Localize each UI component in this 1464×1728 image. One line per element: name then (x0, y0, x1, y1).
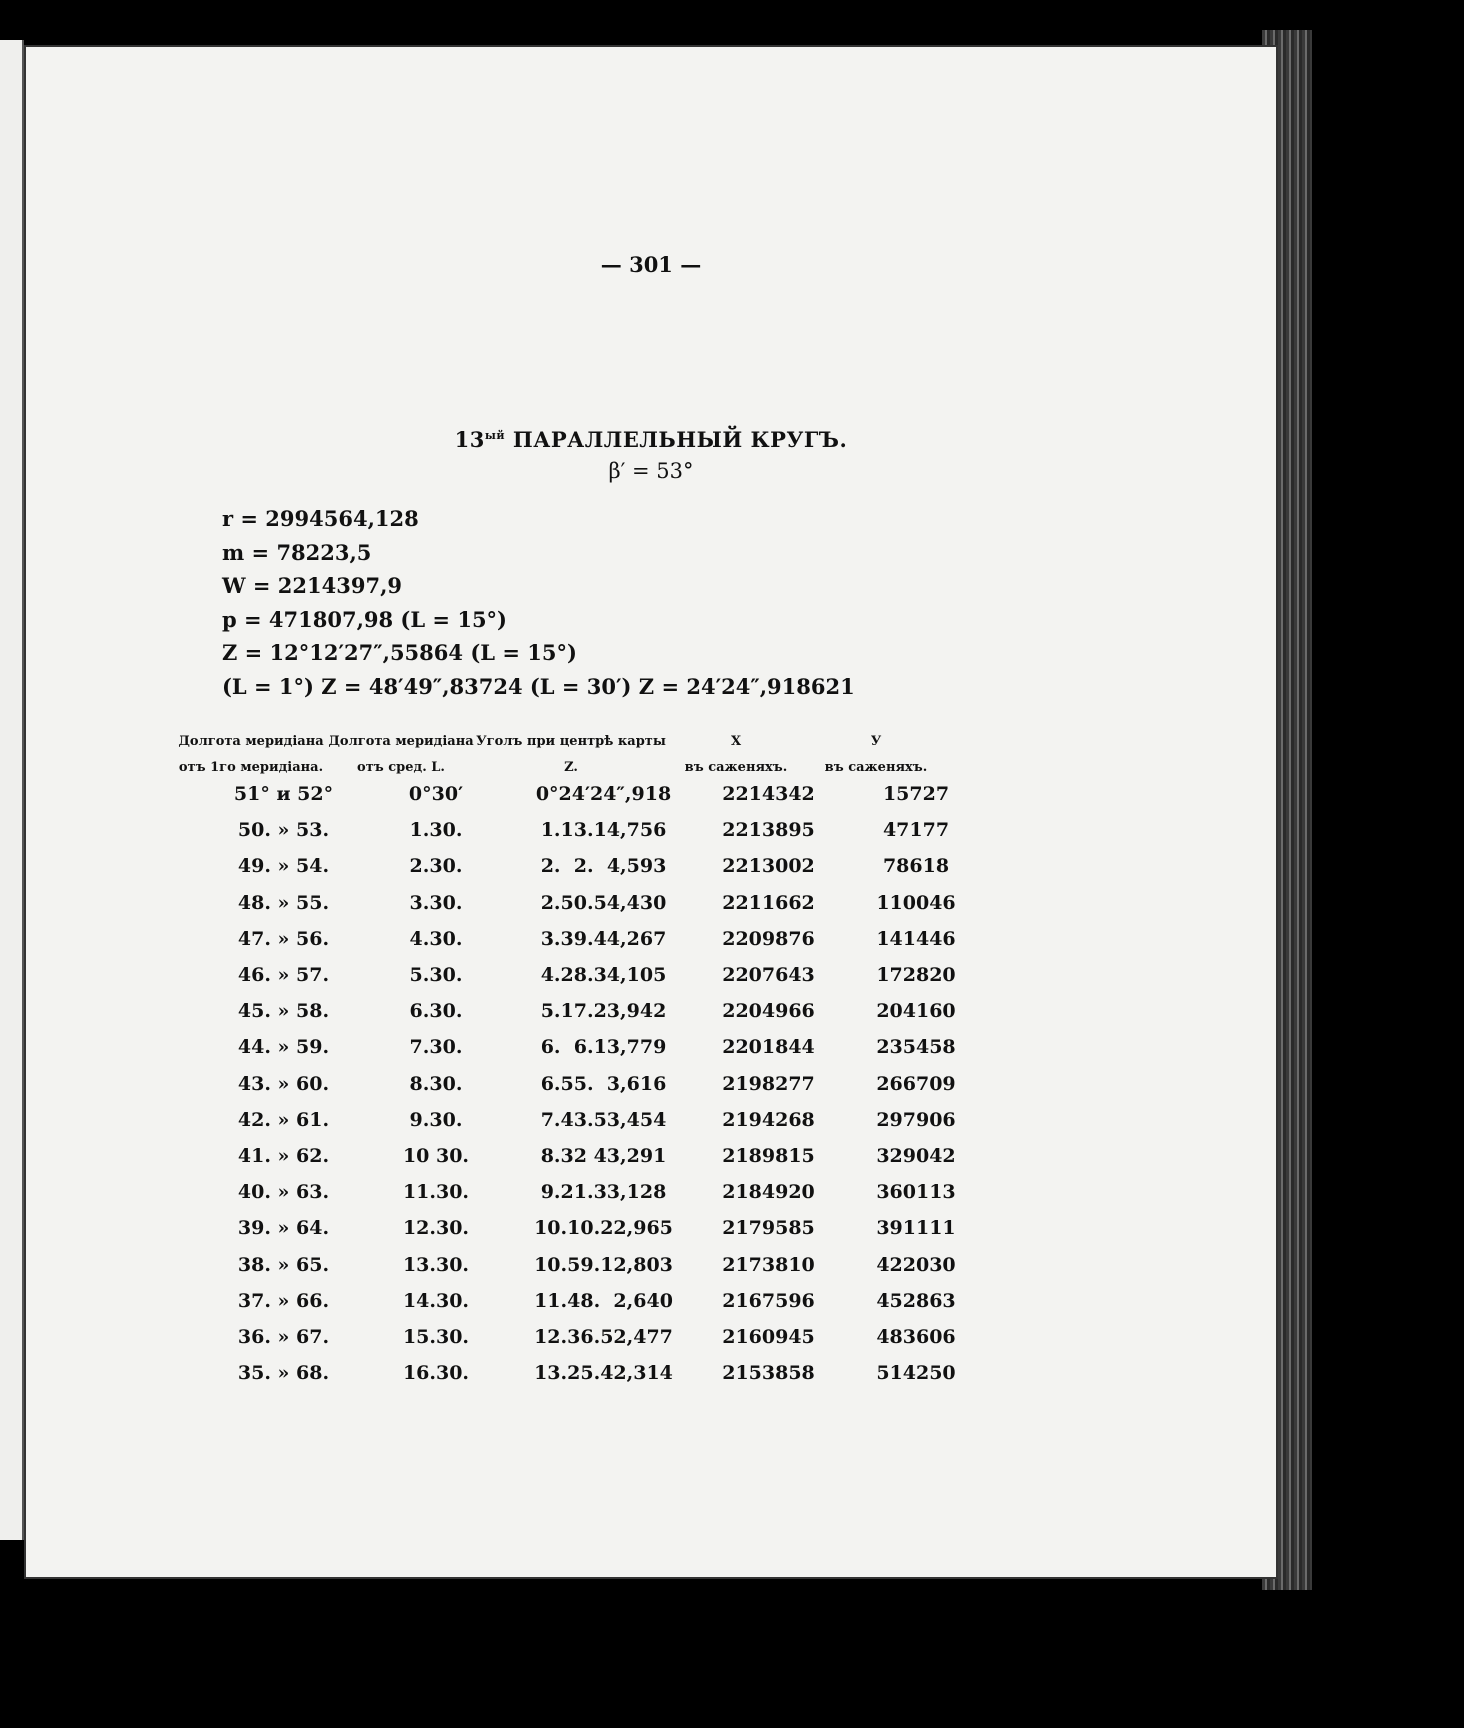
table-cell: 483606 (876, 1326, 956, 1348)
table-cell: 3.30. (409, 891, 463, 914)
table-cell: 39. » 64. (237, 1217, 330, 1240)
table-cell: 2198277 (722, 1072, 815, 1095)
table-cell: 2167596 (722, 1289, 815, 1312)
table-cell: 13.30. (402, 1253, 470, 1276)
header-col-1-line2: отъ 1го меридiана. (178, 760, 324, 775)
header-col-5 (806, 729, 946, 781)
section-title (26, 427, 1276, 452)
table-cell: 452863 (876, 1289, 956, 1312)
param-p: p = 471807,98 (L = 15°) (222, 606, 507, 632)
table-cell: 2173810 (722, 1253, 815, 1276)
table-cell: 5.30. (409, 964, 463, 986)
table-cell: 78618 (882, 855, 950, 878)
table-row (26, 1073, 1276, 1109)
table-cell: 6. 6.13,779 (540, 1036, 667, 1059)
table-cell: 16.30. (402, 1362, 470, 1385)
table-cell: 51° и 52° (233, 783, 334, 805)
header-col-5-line2: въ саженяхъ. (824, 760, 928, 775)
table-cell: 10.59.12,803 (534, 1253, 673, 1276)
table-cell: 9.21.33,128 (540, 1181, 667, 1204)
table-cell: 3.39.44,267 (540, 927, 667, 950)
table-row (26, 819, 1276, 855)
table-cell: 2184920 (722, 1181, 815, 1204)
table-row (26, 964, 1276, 1000)
table-cell: 37. » 66. (237, 1289, 330, 1312)
table-row (26, 928, 1276, 964)
table-cell: 172820 (876, 964, 956, 986)
table-cell: 8.32 43,291 (540, 1145, 667, 1167)
table-cell: 46. » 57. (237, 964, 330, 986)
table-cell: 45. » 58. (237, 1000, 330, 1023)
table-cell: 14.30. (402, 1289, 470, 1312)
param-w: W = 2214397,9 (222, 573, 403, 598)
table-cell: 48. » 55. (237, 891, 330, 914)
table-row (26, 855, 1276, 891)
table-cell: 7.43.53,454 (540, 1108, 667, 1131)
table-cell: 2189815 (722, 1145, 815, 1167)
param-r: r = 2994564,128 (222, 506, 419, 531)
param-m: m = 78223,5 (222, 539, 372, 565)
header-col-2-line2: отъ сред. L. (357, 760, 445, 775)
table-cell: 12.30. (402, 1217, 470, 1240)
table-cell: 13.25.42,314 (534, 1362, 673, 1385)
param-z-variants: (L = 1°) Z = 48′49″,83724 (L = 30′) Z = 24′24″,918621 (222, 673, 855, 699)
header-col-3-line2: Z. (564, 760, 578, 775)
table-cell: 44. » 59. (237, 1036, 330, 1059)
header-col-2-line1: Долгота меридiана (328, 734, 474, 749)
table-cell: 36. » 67. (237, 1326, 330, 1348)
table-cell: 204160 (876, 1000, 956, 1023)
table-cell: 2. 2. 4,593 (540, 855, 667, 878)
table-cell: 2214342 (722, 783, 815, 805)
table-cell: 10.10.22,965 (534, 1217, 673, 1240)
table-cell: 422030 (876, 1253, 956, 1276)
table-cell: 47177 (882, 819, 950, 842)
table-cell: 1.13.14,756 (540, 819, 667, 842)
table-cell: 15.30. (402, 1326, 470, 1348)
table-cell: 360113 (876, 1181, 956, 1204)
table-row (26, 1000, 1276, 1036)
table-cell: 7.30. (409, 1036, 463, 1059)
table-cell: 10 30. (402, 1145, 470, 1167)
table-cell: 2204966 (722, 1000, 815, 1023)
parameters-block (222, 502, 855, 703)
header-col-4 (666, 729, 806, 781)
beta-value: β′ = 53° (608, 459, 694, 483)
table-cell: 391111 (876, 1217, 956, 1240)
param-z: Z = 12°12′27″,55864 (L = 15°) (222, 640, 577, 665)
table-row (26, 1109, 1276, 1145)
table-cell: 2213895 (722, 819, 815, 842)
title-text: ПАРАЛЛЕЛЬНЫЙ КРУГЪ. (505, 427, 848, 452)
table-cell: 2153858 (722, 1362, 815, 1385)
table-cell: 2211662 (722, 891, 815, 914)
table-cell: 514250 (876, 1362, 956, 1385)
table-row (26, 892, 1276, 928)
header-col-2 (321, 729, 481, 781)
table-cell: 297906 (876, 1108, 956, 1131)
table-cell: 2179585 (722, 1217, 815, 1240)
table-cell: 141446 (876, 927, 956, 950)
table-cell: 235458 (876, 1036, 956, 1059)
table-row (26, 1181, 1276, 1217)
table-row (26, 1326, 1276, 1362)
title-superscript: ый (484, 429, 506, 442)
table-cell: 4.28.34,105 (540, 964, 667, 986)
header-col-1 (171, 729, 331, 781)
table-cell: 2207643 (722, 964, 815, 986)
table-row (26, 783, 1276, 819)
title-number: 13 (454, 427, 485, 452)
table-cell: 9.30. (409, 1108, 463, 1131)
page-number: — 301 — (600, 252, 702, 277)
header-col-4-line2: въ саженяхъ. (684, 760, 788, 775)
table-cell: 110046 (876, 891, 956, 914)
table-cell: 38. » 65. (237, 1253, 330, 1276)
table-cell: 35. » 68. (237, 1362, 330, 1385)
table-cell: 12.36.52,477 (534, 1326, 673, 1348)
header-col-3 (471, 729, 671, 781)
table-cell: 2.50.54,430 (540, 891, 667, 914)
table-cell: 47. » 56. (237, 927, 330, 950)
table-cell: 329042 (876, 1145, 956, 1167)
left-page-edge (0, 40, 24, 1540)
table-cell: 2160945 (722, 1326, 815, 1348)
page (24, 45, 1278, 1579)
header-col-5-line1: У (870, 734, 882, 749)
table-cell: 2213002 (722, 855, 815, 878)
table-row (26, 1290, 1276, 1326)
header-col-4-line1: X (730, 734, 742, 749)
table-cell: 2.30. (409, 855, 463, 878)
table-cell: 0°24′24″,918 (535, 783, 672, 805)
table-cell: 4.30. (409, 927, 463, 950)
table-cell: 2209876 (722, 927, 815, 950)
header-col-3-line1: Уголъ при центрѣ карты (476, 734, 666, 749)
table-cell: 43. » 60. (237, 1072, 330, 1095)
table-cell: 40. » 63. (237, 1181, 330, 1204)
table-cell: 6.55. 3,616 (540, 1072, 667, 1095)
table-cell: 8.30. (409, 1072, 463, 1095)
table-cell: 0°30′ (408, 783, 464, 805)
table-cell: 2201844 (722, 1036, 815, 1059)
table-row (26, 1254, 1276, 1290)
table-row (26, 1036, 1276, 1072)
table-cell: 42. » 61. (237, 1108, 330, 1131)
table-cell: 1.30. (409, 819, 463, 842)
table-cell: 5.17.23,942 (540, 1000, 667, 1023)
table-cell: 11.30. (402, 1181, 470, 1204)
table-cell: 2194268 (722, 1108, 815, 1131)
table-cell: 49. » 54. (237, 855, 330, 878)
table-row (26, 1217, 1276, 1253)
table-cell: 11.48. 2,640 (534, 1289, 673, 1312)
table-cell: 50. » 53. (237, 819, 330, 842)
header-col-1-line1: Долгота меридiана (178, 734, 324, 749)
table-cell: 15727 (882, 783, 950, 805)
table-cell: 6.30. (409, 1000, 463, 1023)
table-cell: 266709 (876, 1072, 956, 1095)
table-row (26, 1362, 1276, 1398)
table-row (26, 1145, 1276, 1181)
table-cell: 41. » 62. (237, 1145, 330, 1167)
